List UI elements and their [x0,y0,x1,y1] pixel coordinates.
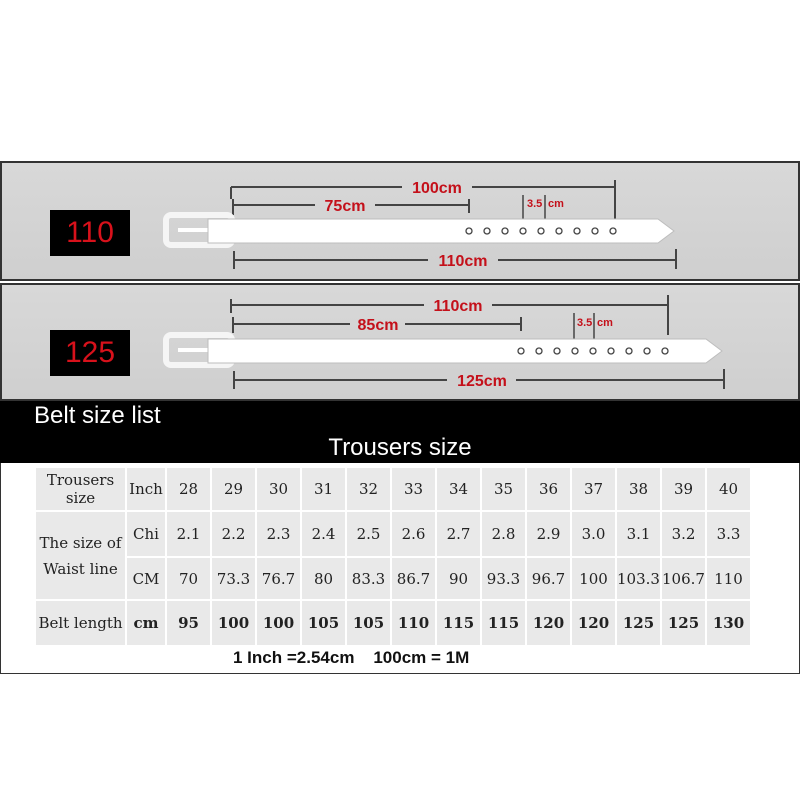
belt-value: 125 [617,601,660,645]
inch-value: 32 [347,468,390,510]
chi-value: 2.7 [437,512,480,556]
belt-value: 115 [482,601,525,645]
chi-value: 2.1 [167,512,210,556]
hole-spacing-value: 3.5 [577,317,593,329]
belt-value: 125 [662,601,705,645]
hole-spacing-unit: cm [597,317,613,329]
belt-size-badge: 110 [50,210,130,256]
belt-value: 130 [707,601,750,645]
chi-value: 3.0 [572,512,615,556]
cm-value: 90 [437,558,480,599]
belt-value: 105 [347,601,390,645]
chi-value: 3.2 [662,512,705,556]
inch-value: 36 [527,468,570,510]
table-row-belt [36,601,750,645]
lower-length-label: 75cm [324,198,366,215]
cm-value: 106.7 [662,558,705,599]
chi-value: 2.8 [482,512,525,556]
inch-value: 38 [617,468,660,510]
waist-label-line-1: The size of [39,533,122,552]
unit-cm: CM [127,558,165,599]
belt-panel-125 [0,283,800,401]
inch-value: 30 [257,468,300,510]
unit-belt-cm: cm [127,601,165,645]
chi-value: 2.9 [527,512,570,556]
waist-label-line-2: Waist line [43,559,118,578]
chi-value: 2.3 [257,512,300,556]
belt-diagram-110 [2,163,798,279]
cm-value: 93.3 [482,558,525,599]
conversion-note: 1 Inch =2.54cm 100cm = 1M [233,648,470,667]
belt-value: 115 [437,601,480,645]
belt-value: 120 [527,601,570,645]
inch-value: 28 [167,468,210,510]
chi-value: 2.5 [347,512,390,556]
inch-value: 34 [437,468,480,510]
inch-value: 35 [482,468,525,510]
belt-length-label: Belt length [36,601,125,645]
waist-size-label [36,512,125,599]
cm-value: 103.3 [617,558,660,599]
inch-value: 39 [662,468,705,510]
cm-value: 76.7 [257,558,300,599]
upper-length-label: 110cm [433,298,483,315]
cm-value: 100 [572,558,615,599]
belt-size-badge: 125 [50,330,130,376]
upper-length-label: 100cm [412,180,462,197]
cm-value: 110 [707,558,750,599]
trousers-size-title: Trousers size [0,431,800,463]
table-row-inch [36,468,750,510]
table-row-chi [36,512,750,556]
chi-value: 3.3 [707,512,750,556]
chi-value: 2.2 [212,512,255,556]
total-length-label: 110cm [438,253,488,270]
cm-value: 86.7 [392,558,435,599]
lower-length-label: 85cm [357,317,399,334]
inch-value: 37 [572,468,615,510]
hole-spacing-unit: cm [548,198,564,210]
unit-inch: Inch [127,468,165,510]
chi-value: 2.4 [302,512,345,556]
inch-value: 33 [392,468,435,510]
chi-value: 2.6 [392,512,435,556]
chi-value: 3.1 [617,512,660,556]
cm-value: 96.7 [527,558,570,599]
cm-value: 70 [167,558,210,599]
size-table [34,466,752,647]
belt-panel-110 [0,161,800,281]
inch-value: 29 [212,468,255,510]
belt-value: 110 [392,601,435,645]
table-row-cm [36,558,750,599]
belt-value: 100 [257,601,300,645]
inch-value: 31 [302,468,345,510]
belt-strap [208,339,722,363]
belt-value: 100 [212,601,255,645]
hole-spacing-value: 3.5 [527,198,543,210]
size-table-panel [0,463,800,674]
belt-value: 105 [302,601,345,645]
cm-value: 83.3 [347,558,390,599]
belt-value: 120 [572,601,615,645]
total-length-label: 125cm [457,373,507,390]
trousers-size-label: Trousers size [36,468,125,510]
inch-value: 40 [707,468,750,510]
belt-strap [208,219,674,243]
belt-value: 95 [167,601,210,645]
cm-value: 73.3 [212,558,255,599]
cm-value: 80 [302,558,345,599]
unit-chi: Chi [127,512,165,556]
belt-size-list-title: Belt size list [0,401,800,431]
